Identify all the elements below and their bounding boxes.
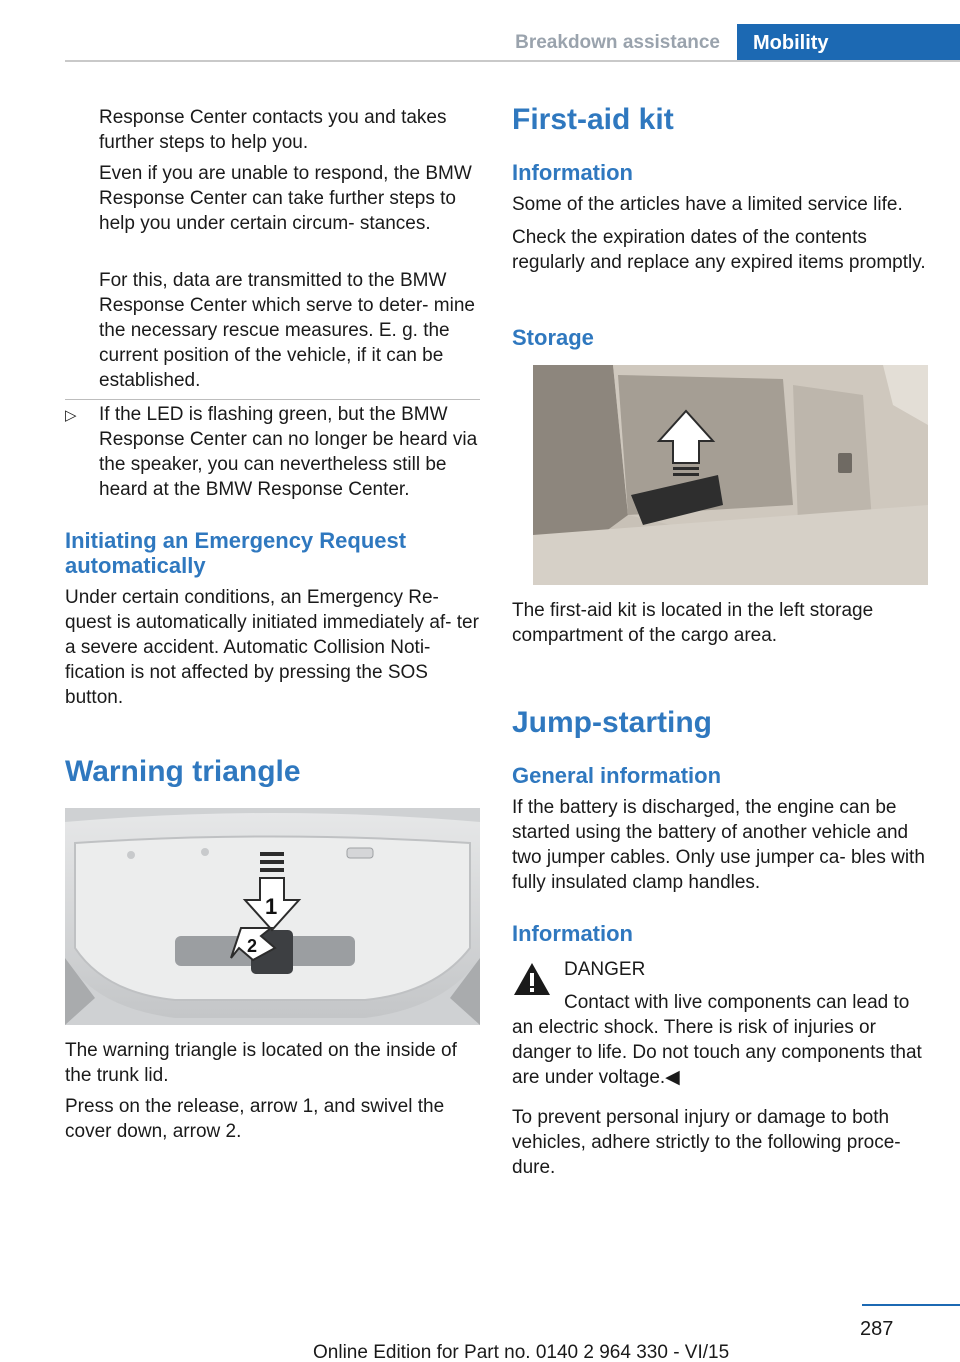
page-number: 287 (860, 1318, 894, 1340)
bullet-divider (65, 399, 480, 400)
danger-notice (512, 957, 932, 982)
paragraph-general-information: If the battery is discharged, the engine can be started using the battery of another vehicle and two jumper cables. Only use jumper ca‐ bles with fully insulated clamp handles. (512, 797, 925, 893)
trunk-lid-illustration (65, 808, 480, 1025)
danger-title: DANGER (564, 959, 646, 980)
heading-warning-triangle: Warning triangle (65, 755, 301, 788)
heading-initiating-emergency: Initiating an Emergency Request automatically (65, 528, 407, 578)
paragraph-expiration: Check the expiration dates of the contents regularly and replace any expired items promptly. (512, 227, 926, 273)
bullet-led-flashing (65, 402, 480, 502)
photo-label-2: 2 (247, 936, 258, 956)
danger-text: Contact with live components can lead to an electric shock. There is risk of injuries or danger to life. Do not touch any components that are under voltage.◀ (512, 992, 922, 1088)
cargo-area-illustration (533, 365, 928, 585)
heading-jump-starting: Jump-starting (512, 706, 713, 739)
paragraph-unable-respond: Even if you are unable to respond, the BMW Response Center can take further steps to help you under certain circum‐ stances. (99, 163, 472, 234)
edition-footer: Online Edition for Part no. 0140 2 964 330 - VI/15 (313, 1342, 730, 1362)
heading-information-danger: Information (512, 921, 633, 946)
paragraph-warning-release: Press on the release, arrow 1, and swivel the cover down, arrow 2. (65, 1096, 445, 1142)
heading-information: Information (512, 160, 633, 185)
bullet-text: If the LED is flashing green, but the BMW Response Center can no longer be heard via the speaker, you can nevertheless still be heard at the BMW Response Center. (99, 404, 478, 500)
paragraph-initiating-emergency: Under certain conditions, an Emergency Re‐ quest is automatically initiated immediately af‐ ter a severe accident. Automatic Collision Noti‐ fication is not affected by pressing the SOS button. (65, 587, 479, 708)
paragraph-service-life: Some of the articles have a limited service life. (512, 194, 903, 215)
heading-first-aid-kit: First-aid kit (512, 103, 674, 136)
heading-storage: Storage (512, 325, 594, 350)
trunk-lid-photo (65, 808, 480, 1025)
paragraph-prevent-injury: To prevent personal injury or damage to both vehicles, adhere strictly to the following proce‐ dure. (512, 1107, 901, 1178)
footer-rule (862, 1304, 960, 1306)
heading-general-information: General information (512, 763, 722, 788)
paragraph-data-transmitted: For this, data are transmitted to the BMW Response Center which serve to deter‐ mine the necessary rescue measures. E. g. the current position of the vehicle, if it can be established. (99, 270, 475, 391)
bullet-triangle-icon: ▷ (65, 407, 77, 424)
header-section-title: Breakdown assistance (515, 32, 720, 53)
photo-label-1: 1 (265, 894, 278, 919)
header-chapter-tab: Mobility (737, 24, 960, 62)
paragraph-response-center: Response Center contacts you and takes further steps to help you. (99, 107, 447, 153)
header-rule (65, 60, 960, 62)
paragraph-warning-location: The warning triangle is located on the inside of the trunk lid. (65, 1040, 457, 1086)
cargo-area-photo (533, 365, 928, 585)
paragraph-storage-location: The first-aid kit is located in the left storage compartment of the cargo area. (512, 600, 874, 646)
